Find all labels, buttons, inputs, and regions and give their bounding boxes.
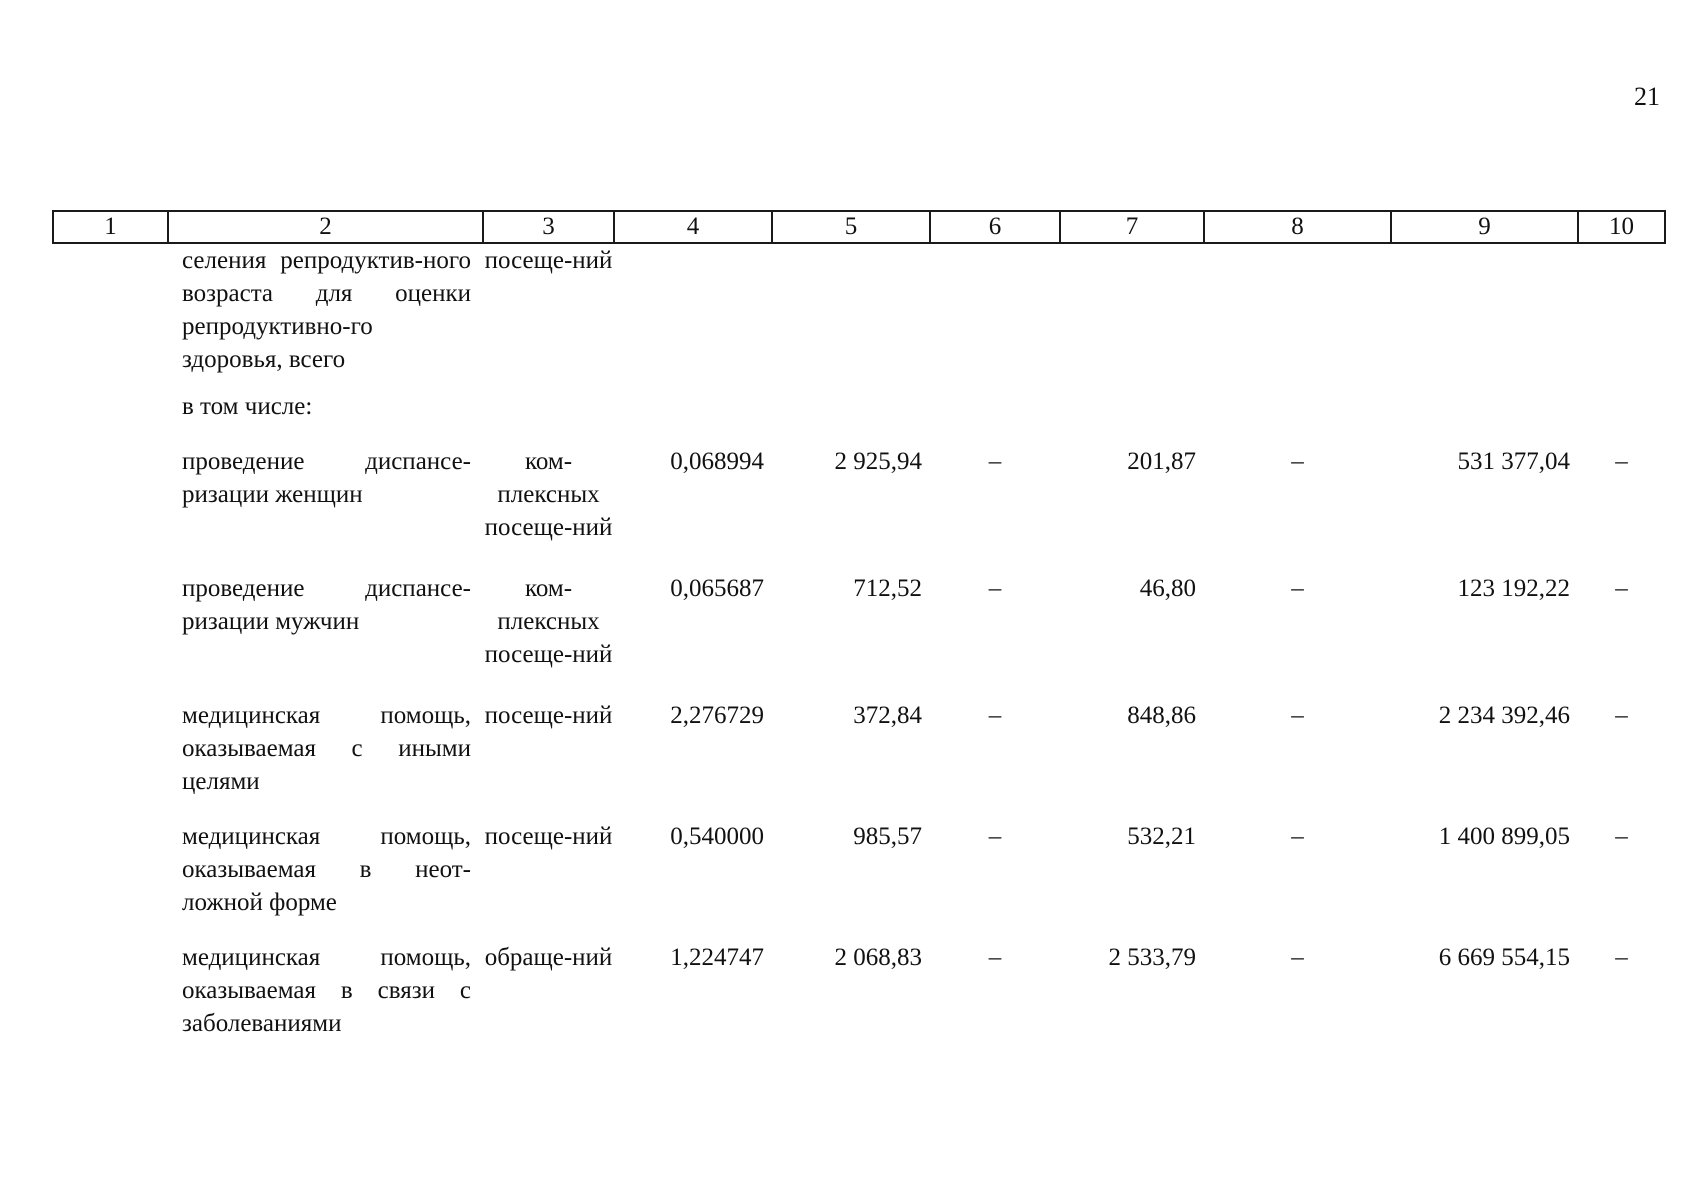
row-blank-cell <box>53 820 168 941</box>
row-col5: 985,57 <box>853 823 922 850</box>
row-col5: 2 925,94 <box>834 448 922 475</box>
row-col5: 2 068,83 <box>834 944 922 971</box>
column-number-3: 3 <box>483 211 614 243</box>
column-number-2: 2 <box>168 211 483 243</box>
row-col6: – <box>988 575 1002 602</box>
row-col10: – <box>1615 944 1628 971</box>
data-table-container <box>52 210 1664 1062</box>
row-col10 <box>1578 390 1665 445</box>
row-col4: 1,224747 <box>670 944 764 971</box>
row-col5: 372,84 <box>853 702 922 729</box>
row-col6: – <box>988 944 1002 971</box>
row-col10: – <box>1615 575 1628 602</box>
column-number-9: 9 <box>1391 211 1578 243</box>
row-blank-cell <box>53 243 168 390</box>
row-name: селения репродуктив-ного возраста для оценки репродуктивно-го здоровья, всего <box>182 247 471 373</box>
row-blank-cell <box>53 445 168 572</box>
table-body <box>53 243 1665 1062</box>
column-number-6: 6 <box>930 211 1060 243</box>
row-name: в том числе: <box>182 393 313 420</box>
row-col10: – <box>1615 823 1628 850</box>
row-col5: 712,52 <box>853 575 922 602</box>
table-row <box>53 572 1665 699</box>
row-col8: – <box>1291 702 1304 729</box>
row-col5 <box>772 243 930 390</box>
row-col7 <box>1060 390 1204 445</box>
table-row <box>53 699 1665 820</box>
column-number-8: 8 <box>1204 211 1391 243</box>
row-unit: посеще-ний <box>484 702 613 729</box>
row-col8: – <box>1291 823 1304 850</box>
row-name: проведение диспансе-ризации женщин <box>182 448 471 508</box>
row-col6 <box>930 390 1060 445</box>
row-col4: 0,540000 <box>670 823 764 850</box>
data-table <box>52 210 1666 1062</box>
row-unit: посеще-ний <box>484 823 613 850</box>
row-col7: 848,86 <box>1127 702 1196 729</box>
row-col4: 0,068994 <box>670 448 764 475</box>
table-row <box>53 820 1665 941</box>
row-col9: 531 377,04 <box>1457 448 1570 475</box>
row-col8: – <box>1291 575 1304 602</box>
row-col4: 2,276729 <box>670 702 764 729</box>
row-col8: – <box>1291 448 1304 475</box>
row-col10: – <box>1615 702 1628 729</box>
row-col6: – <box>988 448 1002 475</box>
row-col5 <box>772 390 930 445</box>
row-col6: – <box>988 702 1002 729</box>
row-col6: – <box>988 823 1002 850</box>
row-unit <box>483 390 614 445</box>
row-col8 <box>1204 243 1391 390</box>
column-number-10: 10 <box>1578 211 1665 243</box>
row-blank-cell <box>53 572 168 699</box>
row-col4 <box>614 243 772 390</box>
row-col9: 2 234 392,46 <box>1438 702 1570 729</box>
row-col10: – <box>1615 448 1628 475</box>
row-unit: ком-плексных посеще-ний <box>484 448 613 541</box>
row-blank-cell <box>53 941 168 1062</box>
table-row <box>53 445 1665 572</box>
row-unit: посеще-ний <box>484 247 613 274</box>
table-row <box>53 243 1665 390</box>
column-number-1: 1 <box>53 211 168 243</box>
row-col10 <box>1578 243 1665 390</box>
row-name: медицинская помощь, оказываемая в связи с заболеваниями <box>182 944 471 1037</box>
row-col4: 0,065687 <box>670 575 764 602</box>
row-col7: 2 533,79 <box>1108 944 1196 971</box>
table-row <box>53 941 1665 1062</box>
page-number: 21 <box>1634 82 1660 111</box>
column-number-row <box>53 211 1665 243</box>
table-row <box>53 390 1665 445</box>
row-col6 <box>930 243 1060 390</box>
row-col9: 6 669 554,15 <box>1438 944 1570 971</box>
row-col9 <box>1391 243 1578 390</box>
row-col7 <box>1060 243 1204 390</box>
row-col9: 1 400 899,05 <box>1438 823 1570 850</box>
row-col4 <box>614 390 772 445</box>
row-blank-cell <box>53 390 168 445</box>
column-number-7: 7 <box>1060 211 1204 243</box>
row-unit: ком-плексных посеще-ний <box>484 575 613 668</box>
table-header <box>53 211 1665 243</box>
row-col9 <box>1391 390 1578 445</box>
row-name: медицинская помощь, оказываемая с иными целями <box>182 702 471 795</box>
row-col8 <box>1204 390 1391 445</box>
row-col7: 201,87 <box>1127 448 1196 475</box>
row-col9: 123 192,22 <box>1457 575 1570 602</box>
row-name: проведение диспансе-ризации мужчин <box>182 575 471 635</box>
row-name: медицинская помощь, оказываемая в неот-ложной форме <box>182 823 471 916</box>
column-number-4: 4 <box>614 211 772 243</box>
row-unit: обраще-ний <box>484 944 613 971</box>
row-col8: – <box>1291 944 1304 971</box>
column-number-5: 5 <box>772 211 930 243</box>
row-col7: 46,80 <box>1139 575 1196 602</box>
row-blank-cell <box>53 699 168 820</box>
row-col7: 532,21 <box>1127 823 1196 850</box>
